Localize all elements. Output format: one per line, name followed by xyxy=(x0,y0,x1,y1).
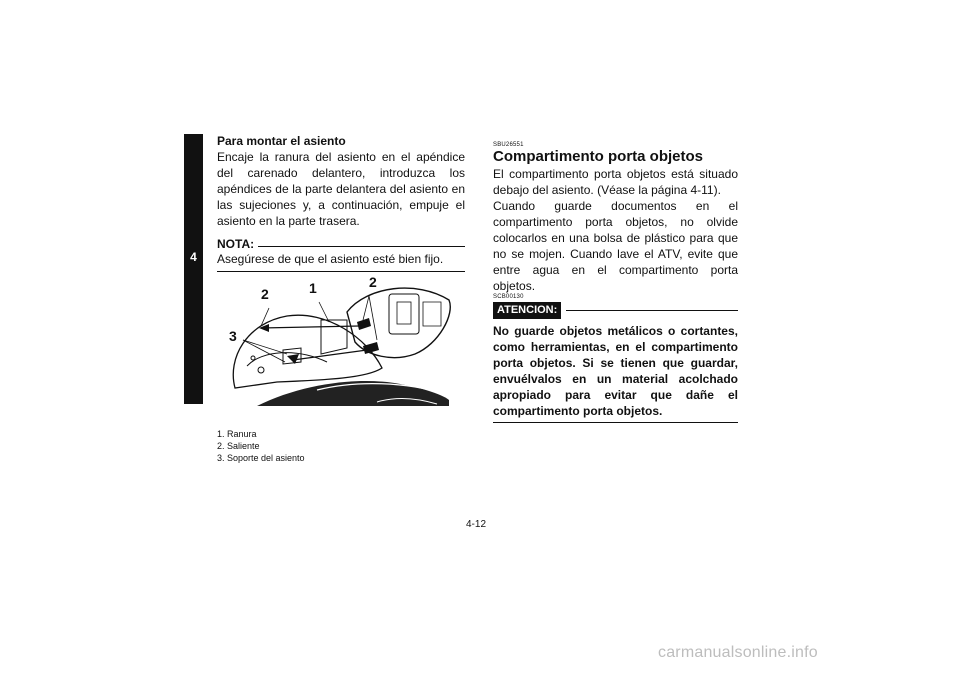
note-text: Asegúrese de que el asiento esté bien fijo. xyxy=(217,251,465,272)
caution-badge: ATENCION: xyxy=(493,302,561,319)
legend-item-saliente: 2. Saliente xyxy=(217,441,260,451)
section-code: SBU26551 xyxy=(493,142,524,148)
caution-header xyxy=(493,302,738,319)
caution-code: SCB00130 xyxy=(493,294,524,300)
legend-item-ranura: 1. Ranura xyxy=(217,429,257,439)
seat-drawing-icon xyxy=(217,278,465,418)
mount-seat-paragraph: Encaje la ranura del asiento en el apéndice del carenado delantero, introduzca los apéndices de la parte delantera del asiento en las sujeciones y, a continuación, empuje el asiento en la parte trasera. xyxy=(217,150,465,228)
left-column xyxy=(217,133,465,464)
callout-1: 1 xyxy=(309,280,317,296)
note-rule xyxy=(258,246,465,247)
page-number: 4-12 xyxy=(466,519,487,530)
callout-2-left: 2 xyxy=(261,286,269,302)
note-label: NOTA: xyxy=(217,237,255,251)
watermark: carmanualsonline.info xyxy=(658,644,818,661)
seat-illustration xyxy=(217,274,465,418)
chapter-number: 4 xyxy=(190,250,197,264)
storage-paragraph-2: Cuando guarde documentos en el compartimento porta objetos, no olvide colocarlos en una bolsa de plástico para que no se mojen. Cuando lave el ATV, evite que entre agua en el compartimento porta objetos. xyxy=(493,199,738,293)
subheading: Para montar el asiento xyxy=(217,134,346,148)
note-header xyxy=(217,237,465,251)
callout-3: 3 xyxy=(229,328,237,344)
callout-2-right: 2 xyxy=(369,274,377,290)
figure-legend xyxy=(217,428,465,464)
chapter-tab xyxy=(184,134,203,404)
caution-rule xyxy=(566,310,738,311)
caution-text: No guarde objetos metálicos o cortantes, como herramientas, en el compartimento porta objetos. Si se tienen que guardar, envuélvalos en un material acolchado apropiado para evitar que dañe el compartimento porta objetos. xyxy=(493,319,738,423)
right-column xyxy=(493,142,738,423)
legend-item-soporte: 3. Soporte del asiento xyxy=(217,453,305,463)
storage-paragraph-1: El compartimento porta objetos está situado debajo del asiento. (Véase la página 4-11). xyxy=(493,167,738,197)
section-title: Compartimento porta objetos xyxy=(493,148,704,165)
